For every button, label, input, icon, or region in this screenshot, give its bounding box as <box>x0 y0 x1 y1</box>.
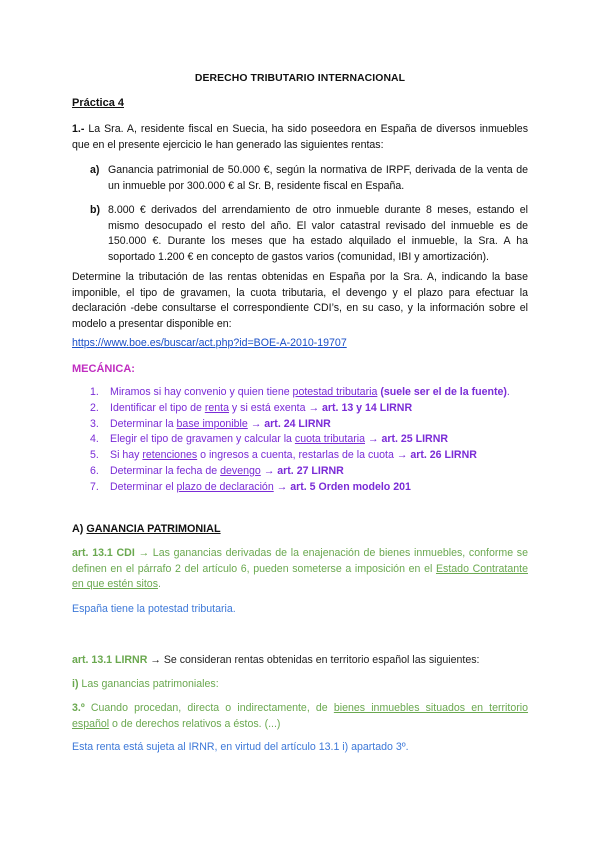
step-text: Identificar el tipo de <box>110 401 205 414</box>
step-text: Miramos si hay convenio y quien tiene <box>110 386 293 398</box>
step-key-term: potestad tributaria <box>292 386 378 398</box>
question-1 <box>72 122 528 153</box>
step-key-term: retenciones <box>142 449 198 462</box>
step-reference: art. 24 LIRNR <box>264 417 331 430</box>
step-text: o ingresos a cuenta, restarlas de la cuota → <box>197 449 411 462</box>
section-title: GANANCIA PATRIMONIAL <box>86 523 221 535</box>
cdi-article-key-term: Estado Contratante en que estén sitos <box>72 562 528 591</box>
list-item-text: Ganancia patrimonial de 50.000 €, según la normativa de IRPF, derivada de la venta de un inmueble por 300.000 € al Sr. B, residente fiscal en España. <box>108 164 528 192</box>
step-number: 4. <box>90 433 99 446</box>
list-item-text: 8.000 € derivados del arrendamiento de otro inmueble durante 8 meses, estando el mismo desocupado el resto del año. El valor catastral revisado del inmueble es de 150.000 €. Durante los meses que ha estado alquilado el inmueble, la Sra. A ha soportado 1.200 € en concepto de gastos varios (comunidad, IBI y amortización). <box>108 204 528 263</box>
step-text: Determinar el <box>110 480 177 493</box>
list-item-label: a) <box>90 164 100 176</box>
step-5 <box>90 448 550 464</box>
mecanica-steps <box>90 385 550 496</box>
step-text: → <box>247 417 265 430</box>
step-number: 7. <box>90 480 99 493</box>
step-7 <box>90 480 550 496</box>
step-number: 5. <box>90 449 99 462</box>
section-a-heading <box>72 523 221 535</box>
step-reference: art. 26 LIRNR <box>410 449 477 462</box>
point-text: Las ganancias patrimoniales: <box>78 678 219 690</box>
step-key-term: cuota tributaria <box>294 433 365 446</box>
question-number: 1.- <box>72 123 85 135</box>
question-text: La Sra. A, residente fiscal en Suecia, ha sido poseedora en España de diversos inmuebles que en el presente ejercicio le han generado las siguientes rentas: <box>72 123 528 151</box>
lirnr-article-ref: art. 13.1 LIRNR <box>72 654 148 666</box>
step-4 <box>90 432 550 448</box>
lirnr-point-i <box>72 678 219 690</box>
mecanica-heading: MECÁNICA: <box>72 363 135 375</box>
cdi-article-end: . <box>158 578 161 591</box>
step-key-term: plazo de declaración <box>176 480 274 493</box>
step-reference: art. 27 LIRNR <box>277 464 344 477</box>
step-text: → <box>364 433 382 446</box>
step-text: Elegir el tipo de gravamen y calcular la <box>110 433 295 446</box>
list-item-label: b) <box>90 204 100 216</box>
list-item-b <box>90 203 528 265</box>
step-3 <box>90 417 550 433</box>
lirnr-point-3 <box>72 701 528 732</box>
point-label: i) <box>72 678 79 690</box>
step-text: Determinar la fecha de <box>110 464 221 477</box>
step-text: Determinar la <box>110 417 177 430</box>
step-number: 2. <box>90 401 99 414</box>
practice-heading: Práctica 4 <box>72 97 124 109</box>
step-end: . <box>506 386 510 398</box>
conclusion-irnr: Esta renta está sujeta al IRNR, en virtud del artículo 13.1 i) apartado 3º. <box>72 741 409 753</box>
point-key-term: bienes inmuebles situados en territorio español <box>72 702 529 730</box>
cdi-article-ref: art. 13.1 CDI <box>72 547 135 559</box>
step-text: Si hay <box>110 449 143 462</box>
point-text: Cuando procedan, directa o indirectamente, de <box>84 702 334 714</box>
step-reference: art. 13 y 14 LIRNR <box>322 401 413 414</box>
step-number: 3. <box>90 417 99 430</box>
point-end: o de derechos relativos a éstos. (...) <box>109 717 281 730</box>
step-6 <box>90 464 550 480</box>
point-label: 3.º <box>72 702 85 714</box>
step-reference: art. 25 LIRNR <box>381 433 448 446</box>
step-text: y si está exenta → <box>228 401 323 414</box>
cdi-article-text: → Las ganancias derivadas de la enajenación de bienes inmuebles, conforme se definen en el párrafo 2 del artículo 6, pueden someterse a imposición en el <box>72 547 528 575</box>
step-reference: (suele ser el de la fuente) <box>380 386 507 398</box>
step-number: 1. <box>90 386 99 398</box>
list-item-a <box>90 163 528 194</box>
step-1 <box>90 385 550 401</box>
step-key-term: base imponible <box>176 417 248 430</box>
step-reference: art. 5 Orden modelo 201 <box>290 480 411 493</box>
lirnr-article-text: → Se consideran rentas obtenidas en territorio español las siguientes: <box>147 654 480 666</box>
instructions-paragraph: Determine la tributación de las rentas obtenidas en España por la Sra. A, indicando la base imponible, el tipo de gravamen, la cuota tributaria, el devengo y el plazo para efectuar la declaración -debe consultarse el correspondiente CDI’s, en su caso, y la información sobre el modelo a presentar disponible en: <box>72 271 528 330</box>
document-title: DERECHO TRIBUTARIO INTERNACIONAL <box>194 73 406 84</box>
cdi-article-paragraph <box>72 546 528 593</box>
section-prefix: A) <box>72 523 87 535</box>
step-key-term: renta <box>204 401 229 414</box>
conclusion-potestad: España tiene la potestad tributaria. <box>72 603 236 615</box>
boe-link[interactable]: https://www.boe.es/buscar/act.php?id=BOE-A-2010-19707 <box>72 337 347 349</box>
step-text: → <box>273 480 291 493</box>
lirnr-article-paragraph <box>72 654 480 666</box>
step-number: 6. <box>90 464 99 477</box>
step-2 <box>90 401 550 417</box>
step-key-term: devengo <box>220 464 261 477</box>
step-text: → <box>260 464 278 477</box>
